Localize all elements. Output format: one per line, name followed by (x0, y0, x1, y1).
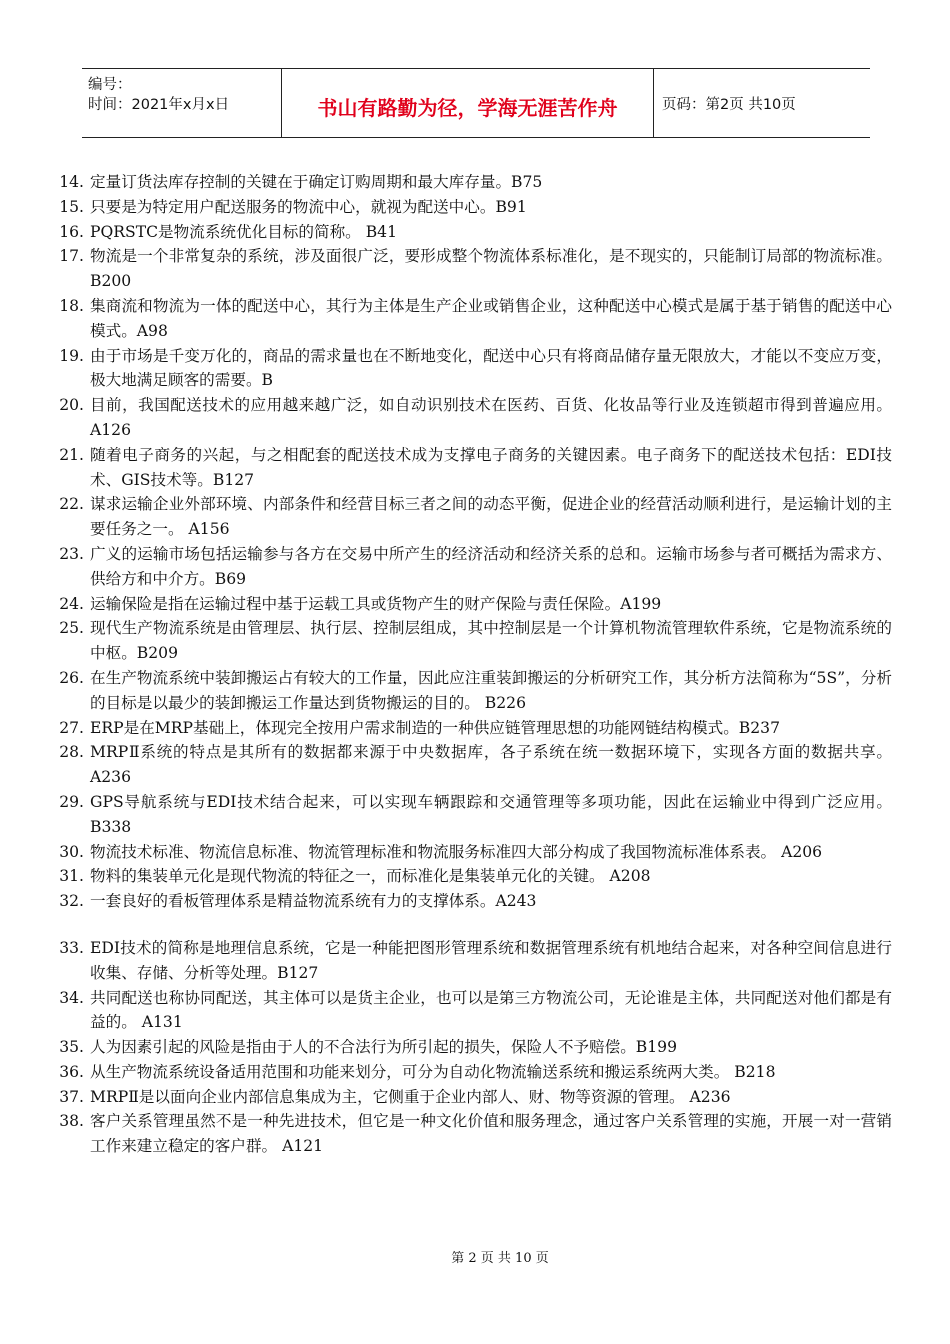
list-item (40, 170, 892, 195)
list-item (40, 294, 892, 344)
item-number: 28. (59, 743, 84, 762)
item-number: 25. (59, 619, 84, 638)
list-item (40, 195, 892, 220)
item-text: 物料的集装单元化是现代物流的特征之一，而标准化是集装单元化的关键。 A208 (90, 867, 651, 886)
item-number: 18. (59, 296, 84, 315)
item-text: 人为因素引起的风险是指由于人的不合法行为所引起的损失，保险人不予赔偿。B199 (90, 1038, 678, 1057)
item-text: 由于市场是千变万化的，商品的需求量也在不断地变化，配送中心只有将商品储存量无限放大，才能以不变应万变，极大地满足顾客的需要。B (90, 346, 892, 390)
list-item (40, 740, 892, 790)
item-text: 目前，我国配送技术的应用越来越广泛，如自动识别技术在医药、百货、化妆品等行业及连锁超市得到普遍应用。 A126 (90, 396, 892, 439)
list-item (40, 443, 892, 493)
item-text: 谋求运输企业外部环境、内部条件和经营目标三者之间的动态平衡，促进企业的经营活动顺利进行，是运输计划的主要任务之一。 A156 (90, 495, 892, 539)
item-text: MRPⅡ是以面向企业内部信息集成为主，它侧重于企业内部人、财、物等资源的管理。 A236 (90, 1087, 731, 1106)
item-text: 随着电子商务的兴起，与之相配套的配送技术成为支撑电子商务的关键因素。电子商务下的配送技术包括：EDI技术、GIS技术等。B127 (90, 445, 892, 489)
list-item (40, 666, 892, 716)
item-number: 23. (59, 544, 84, 563)
item-text: 物流技术标准、物流信息标准、物流管理标准和物流服务标准四大部分构成了我国物流标准体系表。 A206 (90, 842, 823, 861)
section-gap (40, 914, 892, 936)
list-item (40, 889, 892, 914)
item-text: GPS导航系统与EDI技术结合起来，可以实现车辆跟踪和交通管理等多项功能，因此在运输业中得到广泛应用。 B338 (90, 792, 892, 836)
item-text: 在生产物流系统中装卸搬运占有较大的工作量，因此应注重装卸搬运的分析研究工作，其分析方法简称为“5S”，分析的目标是以最少的装卸搬运工作量达到货物搬运的目的。 B226 (90, 668, 892, 712)
list-item (40, 220, 892, 245)
item-text: ERP是在MRP基础上，体现完全按用户需求制造的一种供应链管理思想的功能网链结构模式。B237 (90, 718, 781, 737)
item-number: 19. (59, 346, 84, 365)
item-number: 38. (59, 1112, 84, 1131)
item-number: 14. (59, 173, 84, 191)
item-number: 37. (59, 1087, 84, 1106)
list-item (40, 986, 892, 1036)
item-number: 34. (59, 988, 84, 1007)
list-item (40, 716, 892, 741)
list-item (40, 344, 892, 394)
item-text: 运输保险是指在运输过程中基于运载工具或货物产生的财产保险与责任保险。A199 (90, 594, 662, 613)
header-meta (82, 69, 282, 137)
header-motto: 书山有路勤为径，学海无涯苦作舟 (282, 69, 654, 137)
item-text: MRPⅡ系统的特点是其所有的数据都来源于中央数据库，各子系统在统一数据环境下，实现各方面的数据共享。A236 (90, 743, 892, 787)
item-text: 现代生产物流系统是由管理层、执行层、控制层组成，其中控制层是一个计算机物流管理软件系统，它是物流系统的中枢。B209 (90, 619, 892, 663)
item-number: 29. (59, 792, 84, 811)
item-number: 30. (59, 842, 84, 861)
page-header (82, 68, 870, 138)
list-item (40, 1060, 892, 1085)
header-page-label: 页码：第2页 共10页 (662, 96, 796, 113)
list-item (40, 492, 892, 542)
list-item (40, 393, 892, 443)
item-text: EDI技术的简称是地理信息系统，它是一种能把图形管理系统和数据管理系统有机地结合起来，对各种空间信息进行收集、存储、分析等处理。B127 (90, 938, 892, 982)
list-item (40, 1085, 892, 1110)
item-text: PQRSTC是物流系统优化目标的简称。 B41 (90, 222, 398, 241)
item-text: 一套良好的看板管理体系是精益物流系统有力的支撑体系。A243 (90, 892, 537, 911)
item-text: 共同配送也称协同配送，其主体可以是货主企业，也可以是第三方物流公司，无论谁是主体，共同配送对他们都是有益的。 A131 (90, 988, 892, 1032)
list-item (40, 864, 892, 889)
item-number: 36. (59, 1062, 84, 1081)
item-number: 26. (59, 668, 84, 687)
item-number: 35. (59, 1038, 84, 1057)
list-item (40, 542, 892, 592)
item-number: 21. (59, 445, 84, 464)
item-number: 33. (59, 938, 84, 957)
item-number: 17. (59, 247, 84, 266)
item-text: 广义的运输市场包括运输参与各方在交易中所产生的经济活动和经济关系的总和。运输市场参与者可概括为需求方、供给方和中介方。B69 (90, 544, 892, 588)
item-number: 27. (59, 718, 84, 737)
item-text: 从生产物流系统设备适用范围和功能来划分，可分为自动化物流输送系统和搬运系统两大类。 B218 (90, 1062, 776, 1081)
item-text: 客户关系管理虽然不是一种先进技术，但它是一种文化价值和服务理念，通过客户关系管理的实施，开展一对一营销工作来建立稳定的客户群。 A121 (90, 1112, 892, 1156)
list-item (40, 616, 892, 666)
item-number: 20. (59, 396, 84, 415)
list-item (40, 244, 892, 294)
list-item (40, 936, 892, 986)
item-number: 16. (59, 222, 84, 241)
item-text: 物流是一个非常复杂的系统，涉及面很广泛，要形成整个物流体系标准化，是不现实的，只能制订局部的物流标准。B200 (90, 247, 892, 291)
time-label: 时间：2021年x月x日 (88, 97, 230, 113)
serial-label: 编号： (88, 77, 132, 93)
list-item (40, 1109, 892, 1159)
question-list (40, 170, 892, 1159)
item-number: 32. (59, 892, 84, 911)
page-footer (0, 1247, 950, 1266)
list-item (40, 790, 892, 840)
list-item (40, 592, 892, 617)
list-item (40, 1035, 892, 1060)
item-text: 定量订货法库存控制的关键在于确定订购周期和最大库存量。B75 (90, 173, 543, 191)
item-text: 只要是为特定用户配送服务的物流中心，就视为配送中心。B91 (90, 197, 527, 216)
item-number: 31. (59, 867, 84, 886)
list-item (40, 840, 892, 865)
item-text: 集商流和物流为一体的配送中心，其行为主体是生产企业或销售企业，这种配送中心模式是属于基于销售的配送中心模式。A98 (90, 296, 892, 340)
footer-page-number: 第 2 页 共 10 页 (451, 1251, 549, 1266)
item-number: 24. (59, 594, 84, 613)
item-number: 22. (59, 495, 84, 514)
item-number: 15. (59, 197, 84, 216)
